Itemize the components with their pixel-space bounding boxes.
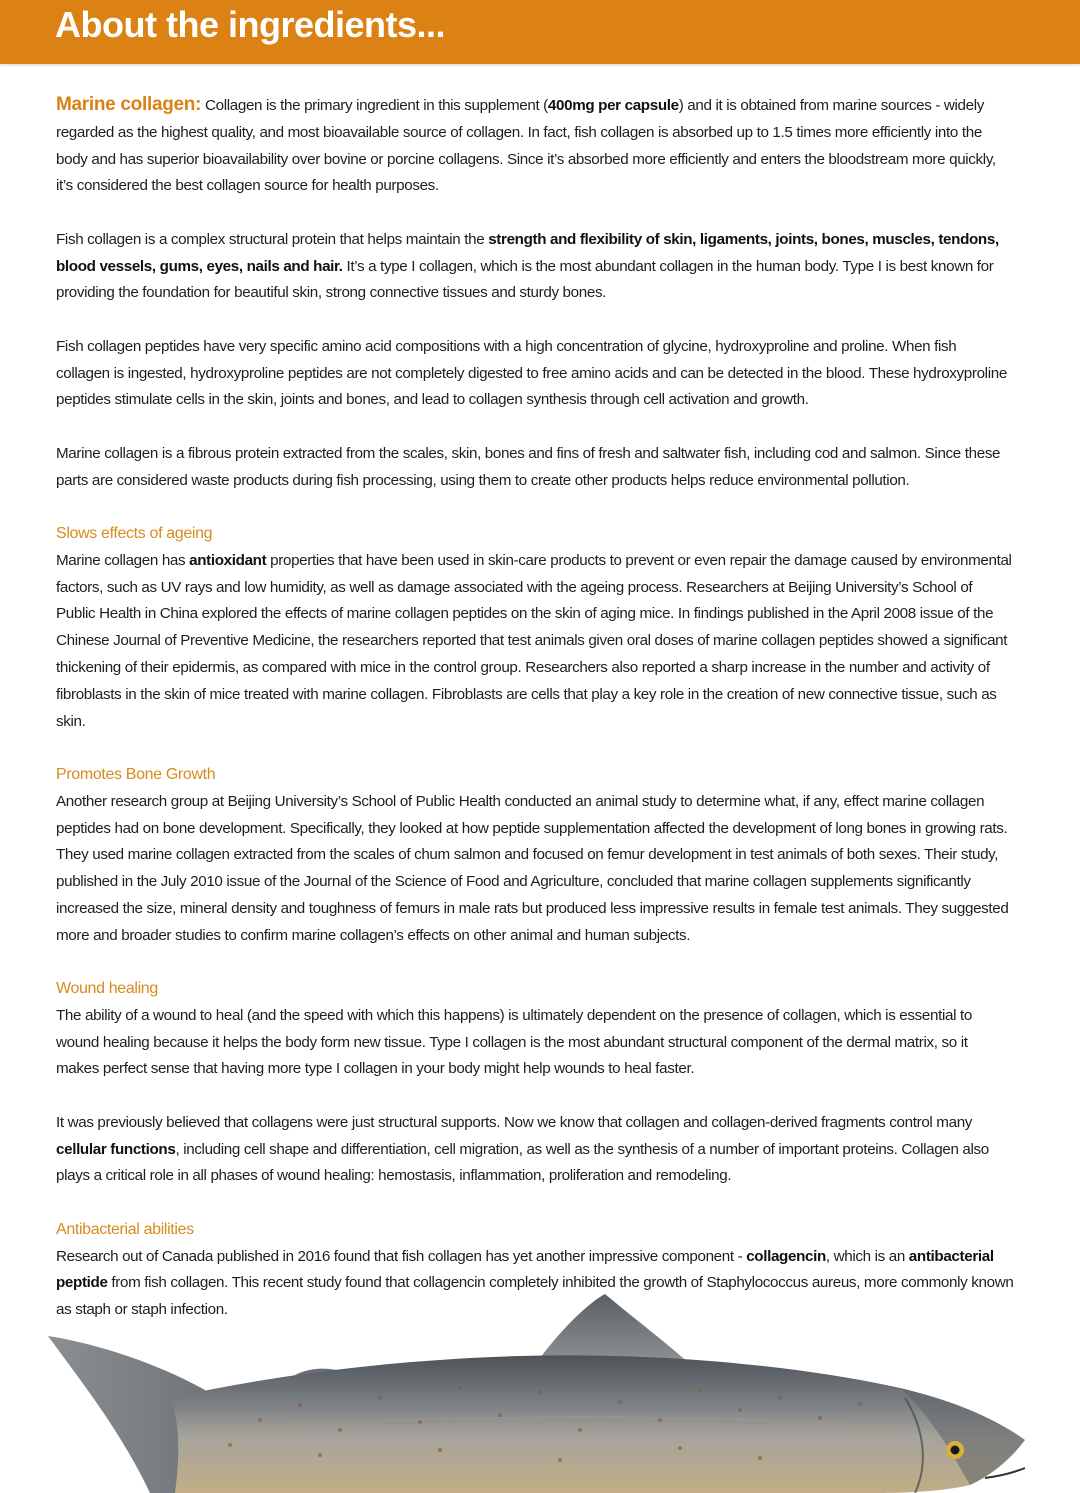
marine-collagen-title: Marine collagen: [56, 94, 202, 115]
page-header [0, 0, 1080, 64]
ageing-paragraph: Marine collagen has antioxidant properties that have been used in skin-care products to prevent or even repair the damage caused by environmental factors, such as UV rays and low humidity, as well as damage associated with the ageing process. Researchers at Beijing University’s School of Public Health in China explored the effects of marine collagen peptides on the skin of aging mice. In findings published in the April 2008 issue of the Chinese Journal of Preventive Medicine, the researchers reported that test animals given oral doses of marine collagen peptides showed a significant thickening of their epidermis, as compared with mice in the control group. Researchers also reported a sharp increase in the number and activity of fibroblasts in the skin of mice treated with marine collagen. Fibroblasts are cells that play a key role in the creation of new connective tissue, such as skin. [56, 551, 1012, 730]
dorsal-fin [540, 1294, 690, 1364]
antibacterial-paragraph: Research out of Canada published in 2016 found that fish collagen has yet another impressive component - collagencin, which is an antibacterial peptide from fish collagen. This recent study found that collagencin completely inhibited the growth of Staphylococcus aureus, more commonly known as staph or staph infection. [56, 1247, 1014, 1319]
marine-collagen-paragraph-2: Fish collagen is a complex structural protein that helps maintain the strength and flexibility of skin, ligaments, joints, bones, muscles, tendons, blood vessels, gums, eyes, nails and hair. It’s a type I collagen, which is the most abundant collagen in the human body. Type I is best known for providing the foundation for beautiful skin, strong connective tissues and sturdy bones. [56, 230, 999, 302]
marine-collagen-paragraph-3: Fish collagen peptides have very specific amino acid compositions with a high concentration of glycine, hydroxyproline and proline. When fish collagen is ingested, hydroxyproline peptides are not completely digested to free amino acids and can be detected in the blood. These hydroxyproline peptides stimulate cells in the skin, joints and bones, and lead to collagen synthesis through cell activation and growth. [56, 337, 1007, 409]
salmon-illustration [0, 1280, 1080, 1493]
wound-heading: Wound healing [56, 980, 158, 998]
ageing-heading: Slows effects of ageing [56, 524, 213, 542]
bone-heading: Promotes Bone Growth [56, 765, 216, 783]
marine-collagen-paragraph-4: Marine collagen is a fibrous protein extracted from the scales, skin, bones and fins of fresh and saltwater fish, including cod and salmon. Since these parts are considered waste products during fish processing, using them to create other products helps reduce environmental pollution. [56, 444, 1001, 489]
antibacterial-heading: Antibacterial abilities [56, 1220, 194, 1238]
bone-paragraph: Another research group at Beijing University’s School of Public Health conducted an animal study to determine what, if any, effect marine collagen peptides had on bone development. Specifically, they looked at how peptide supplementation affected the development of long bones in growing rats. They used marine collagen extracted from the scales of chum salmon and focused on femur development in test animals of both sexes. Their study, published in the July 2010 issue of the Journal of the Science of Food and Agriculture, concluded that marine collagen supplements significantly increased the size, mineral density and toughness of femurs in male rats but produced less impressive results in female test animals. They suggested more and broader studies to confirm marine collagen’s effects on other animal and human subjects. [56, 792, 1009, 944]
article-body [56, 92, 1014, 1324]
marine-collagen-paragraph-1: Marine collagen: Collagen is the primary ingredient in this supplement (400mg per capsule) and it is obtained from marine sources - widely regarded as the highest quality, and most bioavailable source of collagen. In fact, fish collagen is absorbed up to 1.5 times more efficiently into the body and has superior bioavailability over bovine or porcine collagens. Since it’s absorbed more efficiently and enters the bloodstream more quickly, it’s considered the best collagen source for health purposes. [56, 94, 996, 195]
page-title: About the ingredients... [55, 4, 445, 45]
wound-paragraph-2: It was previously believed that collagens were just structural supports. Now we know that collagen and collagen-derived fragments control many cellular functions, including cell shape and differentiation, cell migration, as well as the synthesis of a number of important proteins. Collagen also plays a critical role in all phases of wound healing: hemostasis, inflammation, proliferation and remodeling. [56, 1113, 989, 1185]
wound-paragraph-1: The ability of a wound to heal (and the speed with which this happens) is ultimately dependent on the presence of collagen, which is essential to wound healing because it helps the body form new tissue. Type I collagen is the most abundant structural component of the dermal matrix, so it makes perfect sense that having more type I collagen in your body might help wounds to heal faster. [56, 1006, 972, 1078]
